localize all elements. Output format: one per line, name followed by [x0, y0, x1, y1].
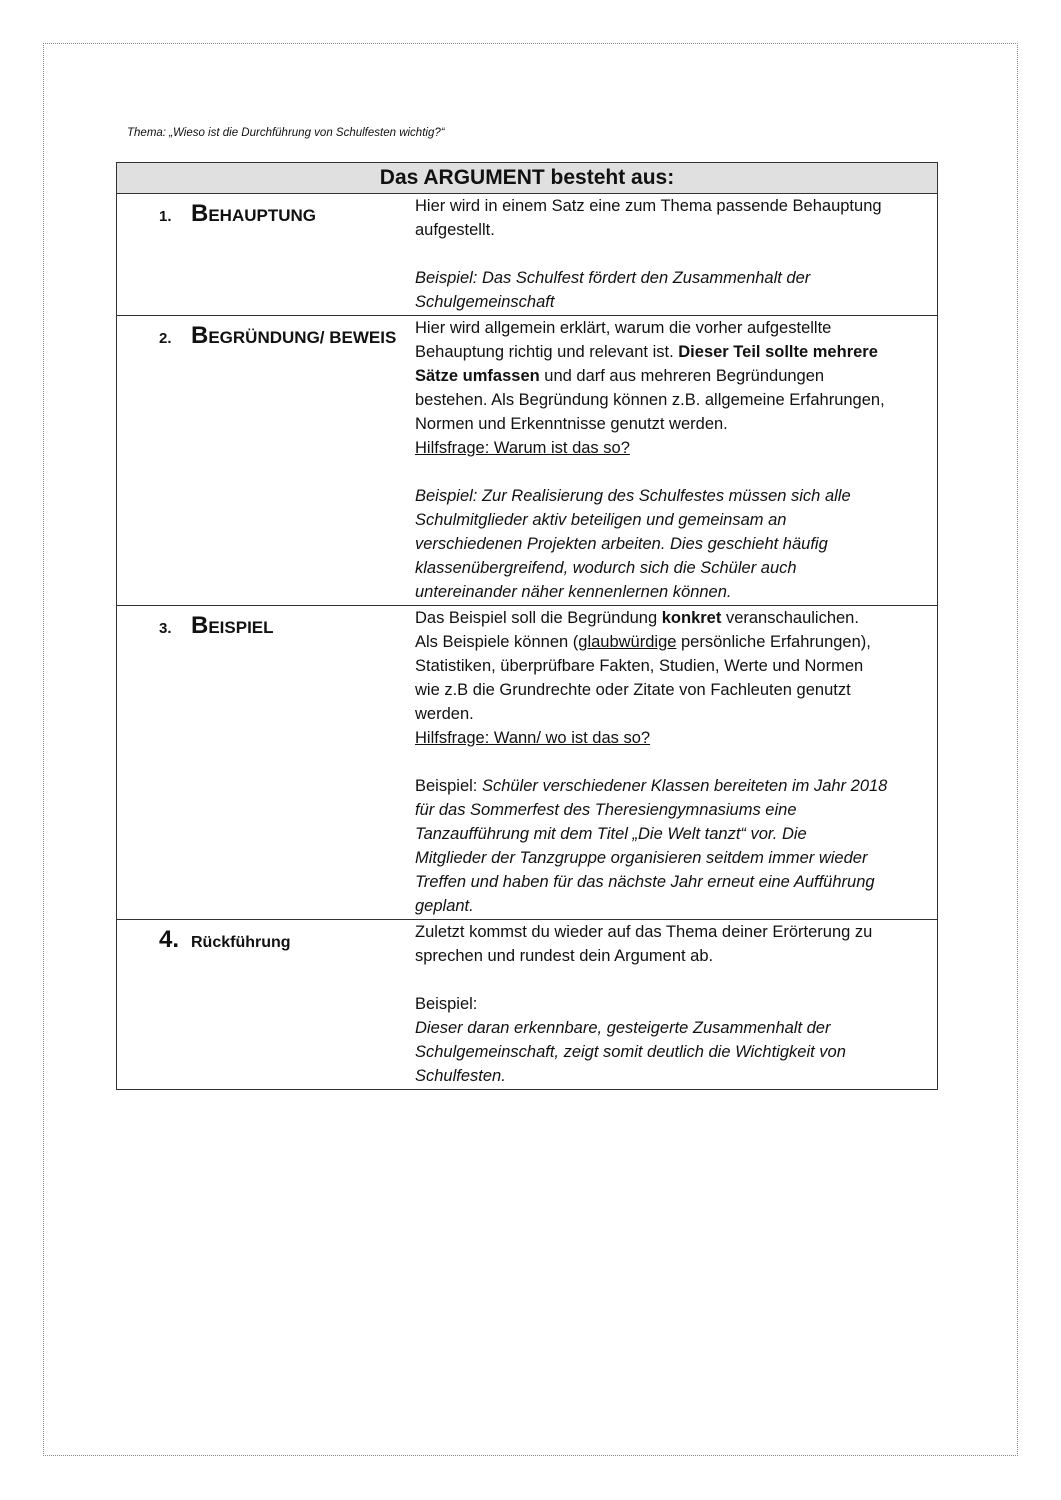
text-segment: persönliche Erfahrungen),	[676, 633, 871, 651]
text-segment: Das Beispiel soll die Begründung	[415, 609, 662, 627]
text-segment: glaubwürdige	[578, 633, 677, 651]
text-segment: bestehen. Als Begründung können z.B. allgemeine Erfahrungen,	[415, 391, 885, 409]
text-segment: Als Beispiele können (	[415, 633, 579, 651]
part-number: 4.	[159, 926, 180, 953]
description-line	[415, 968, 937, 992]
description-line	[415, 218, 937, 242]
text-segment: Schulgemeinschaft	[415, 293, 555, 311]
text-segment: Behauptung richtig und relevant ist.	[415, 343, 679, 361]
part-label	[159, 612, 413, 640]
part-number: 1.	[159, 208, 172, 225]
description-line	[415, 266, 937, 290]
text-segment: Beispiel:	[415, 777, 482, 795]
description-line	[415, 1016, 937, 1040]
part-description	[413, 606, 938, 920]
part-initial: B	[191, 322, 209, 349]
description-line	[415, 822, 937, 846]
text-segment: Dieser daran erkennbare, gesteigerte Zusammenhalt der	[415, 1019, 831, 1037]
argument-part-row	[117, 316, 938, 606]
text-segment: Normen und Erkenntnisse genutzt werden.	[415, 415, 728, 433]
description-line	[415, 750, 937, 774]
description-line	[415, 894, 937, 918]
text-segment: Treffen und haben für das nächste Jahr erneut eine Aufführung	[415, 873, 875, 891]
part-label	[159, 926, 413, 954]
part-initial: B	[191, 200, 209, 227]
description-line	[415, 1040, 937, 1064]
description-line	[415, 556, 937, 580]
text-segment: Zuletzt kommst du wieder auf das Thema deiner Erörterung zu	[415, 923, 873, 941]
description-line	[415, 992, 937, 1016]
text-segment: klassenübergreifend, wodurch sich die Schüler auch	[415, 559, 797, 577]
description-line	[415, 364, 937, 388]
description-line	[415, 508, 937, 532]
text-segment: geplant.	[415, 897, 474, 915]
description-line	[415, 1064, 937, 1088]
text-segment: Sätze umfassen	[415, 367, 540, 385]
part-title: EGRÜNDUNG/ BEWEIS	[208, 328, 397, 347]
text-segment: Schulfesten.	[415, 1067, 506, 1085]
text-segment: Beispiel: Das Schulfest fördert den Zusammenhalt der	[415, 269, 811, 287]
description-line	[415, 920, 937, 944]
part-initial: B	[191, 612, 209, 639]
text-segment: verschiedenen Projekten arbeiten. Dies geschieht häufig	[415, 535, 828, 553]
part-label-cell	[117, 316, 414, 606]
description-line	[415, 702, 937, 726]
text-segment: Hilfsfrage: Wann/ wo ist das so?	[415, 729, 651, 747]
description-line	[415, 340, 937, 364]
text-segment: konkret	[661, 609, 722, 627]
text-segment: Hier wird allgemein erklärt, warum die vorher aufgestellte	[415, 319, 832, 337]
part-title: Rückführung	[191, 934, 291, 951]
text-segment: Beispiel: Zur Realisierung des Schulfestes müssen sich alle	[415, 487, 851, 505]
text-segment: Tanzaufführung mit dem Titel „Die Welt tanzt“ vor. Die	[415, 825, 807, 843]
description-line	[415, 388, 937, 412]
text-segment: Beispiel:	[415, 995, 478, 1013]
description-line	[415, 798, 937, 822]
description-line	[415, 846, 937, 870]
argument-part-row	[117, 194, 938, 316]
argument-table	[116, 162, 938, 1090]
description-line	[415, 654, 937, 678]
text-segment: Hilfsfrage: Warum ist das so?	[415, 439, 630, 457]
part-number: 3.	[159, 620, 172, 637]
description-line	[415, 944, 937, 968]
text-segment: Statistiken, überprüfbare Fakten, Studien, Werte und Normen	[415, 657, 864, 675]
text-segment: wie z.B die Grundrechte oder Zitate von Fachleuten genutzt	[415, 681, 851, 699]
description-line	[415, 678, 937, 702]
part-title: EHAUPTUNG	[208, 206, 317, 225]
part-label-cell	[117, 194, 414, 316]
description-line	[415, 726, 937, 750]
description-line	[415, 290, 937, 314]
description-line	[415, 580, 937, 604]
description-line	[415, 316, 937, 340]
text-segment: Dieser Teil sollte mehrere	[678, 343, 878, 361]
description-line	[415, 436, 937, 460]
text-segment: untereinander näher kennenlernen können.	[415, 583, 732, 601]
description-line	[415, 532, 937, 556]
argument-part-row	[117, 606, 938, 920]
part-title: EISPIEL	[208, 618, 274, 637]
topic-line: Thema: „Wieso ist die Durchführung von Schulfesten wichtig?“	[127, 127, 445, 139]
part-label-cell	[117, 920, 414, 1090]
text-segment: Schüler verschiedener Klassen bereiteten im Jahr 2018	[481, 777, 888, 795]
table-title: Das ARGUMENT besteht aus:	[117, 163, 938, 194]
part-description	[413, 316, 938, 606]
part-description	[413, 920, 938, 1090]
part-label	[159, 200, 413, 228]
text-segment: für das Sommerfest des Theresiengymnasiums eine	[415, 801, 797, 819]
text-segment: Mitglieder der Tanzgruppe organisieren seitdem immer wieder	[415, 849, 868, 867]
text-segment: veranschaulichen.	[721, 609, 859, 627]
description-line	[415, 194, 937, 218]
text-segment: sprechen und rundest dein Argument ab.	[415, 947, 714, 965]
text-segment: Hier wird in einem Satz eine zum Thema passende Behauptung	[415, 197, 882, 215]
description-line	[415, 242, 937, 266]
part-label-cell	[117, 606, 414, 920]
text-segment: und darf aus mehreren Begründungen	[539, 367, 825, 385]
description-line	[415, 412, 937, 436]
part-description	[413, 194, 938, 316]
text-segment: Schulgemeinschaft, zeigt somit deutlich die Wichtigkeit von	[415, 1043, 846, 1061]
part-label	[159, 322, 413, 350]
description-line	[415, 460, 937, 484]
text-segment: aufgestellt.	[415, 221, 495, 239]
description-line	[415, 606, 937, 630]
part-number: 2.	[159, 330, 172, 347]
description-line	[415, 484, 937, 508]
text-segment: Schulmitglieder aktiv beteiligen und gemeinsam an	[415, 511, 787, 529]
argument-part-row	[117, 920, 938, 1090]
text-segment: werden.	[415, 705, 474, 723]
description-line	[415, 870, 937, 894]
description-line	[415, 630, 937, 654]
description-line	[415, 774, 937, 798]
